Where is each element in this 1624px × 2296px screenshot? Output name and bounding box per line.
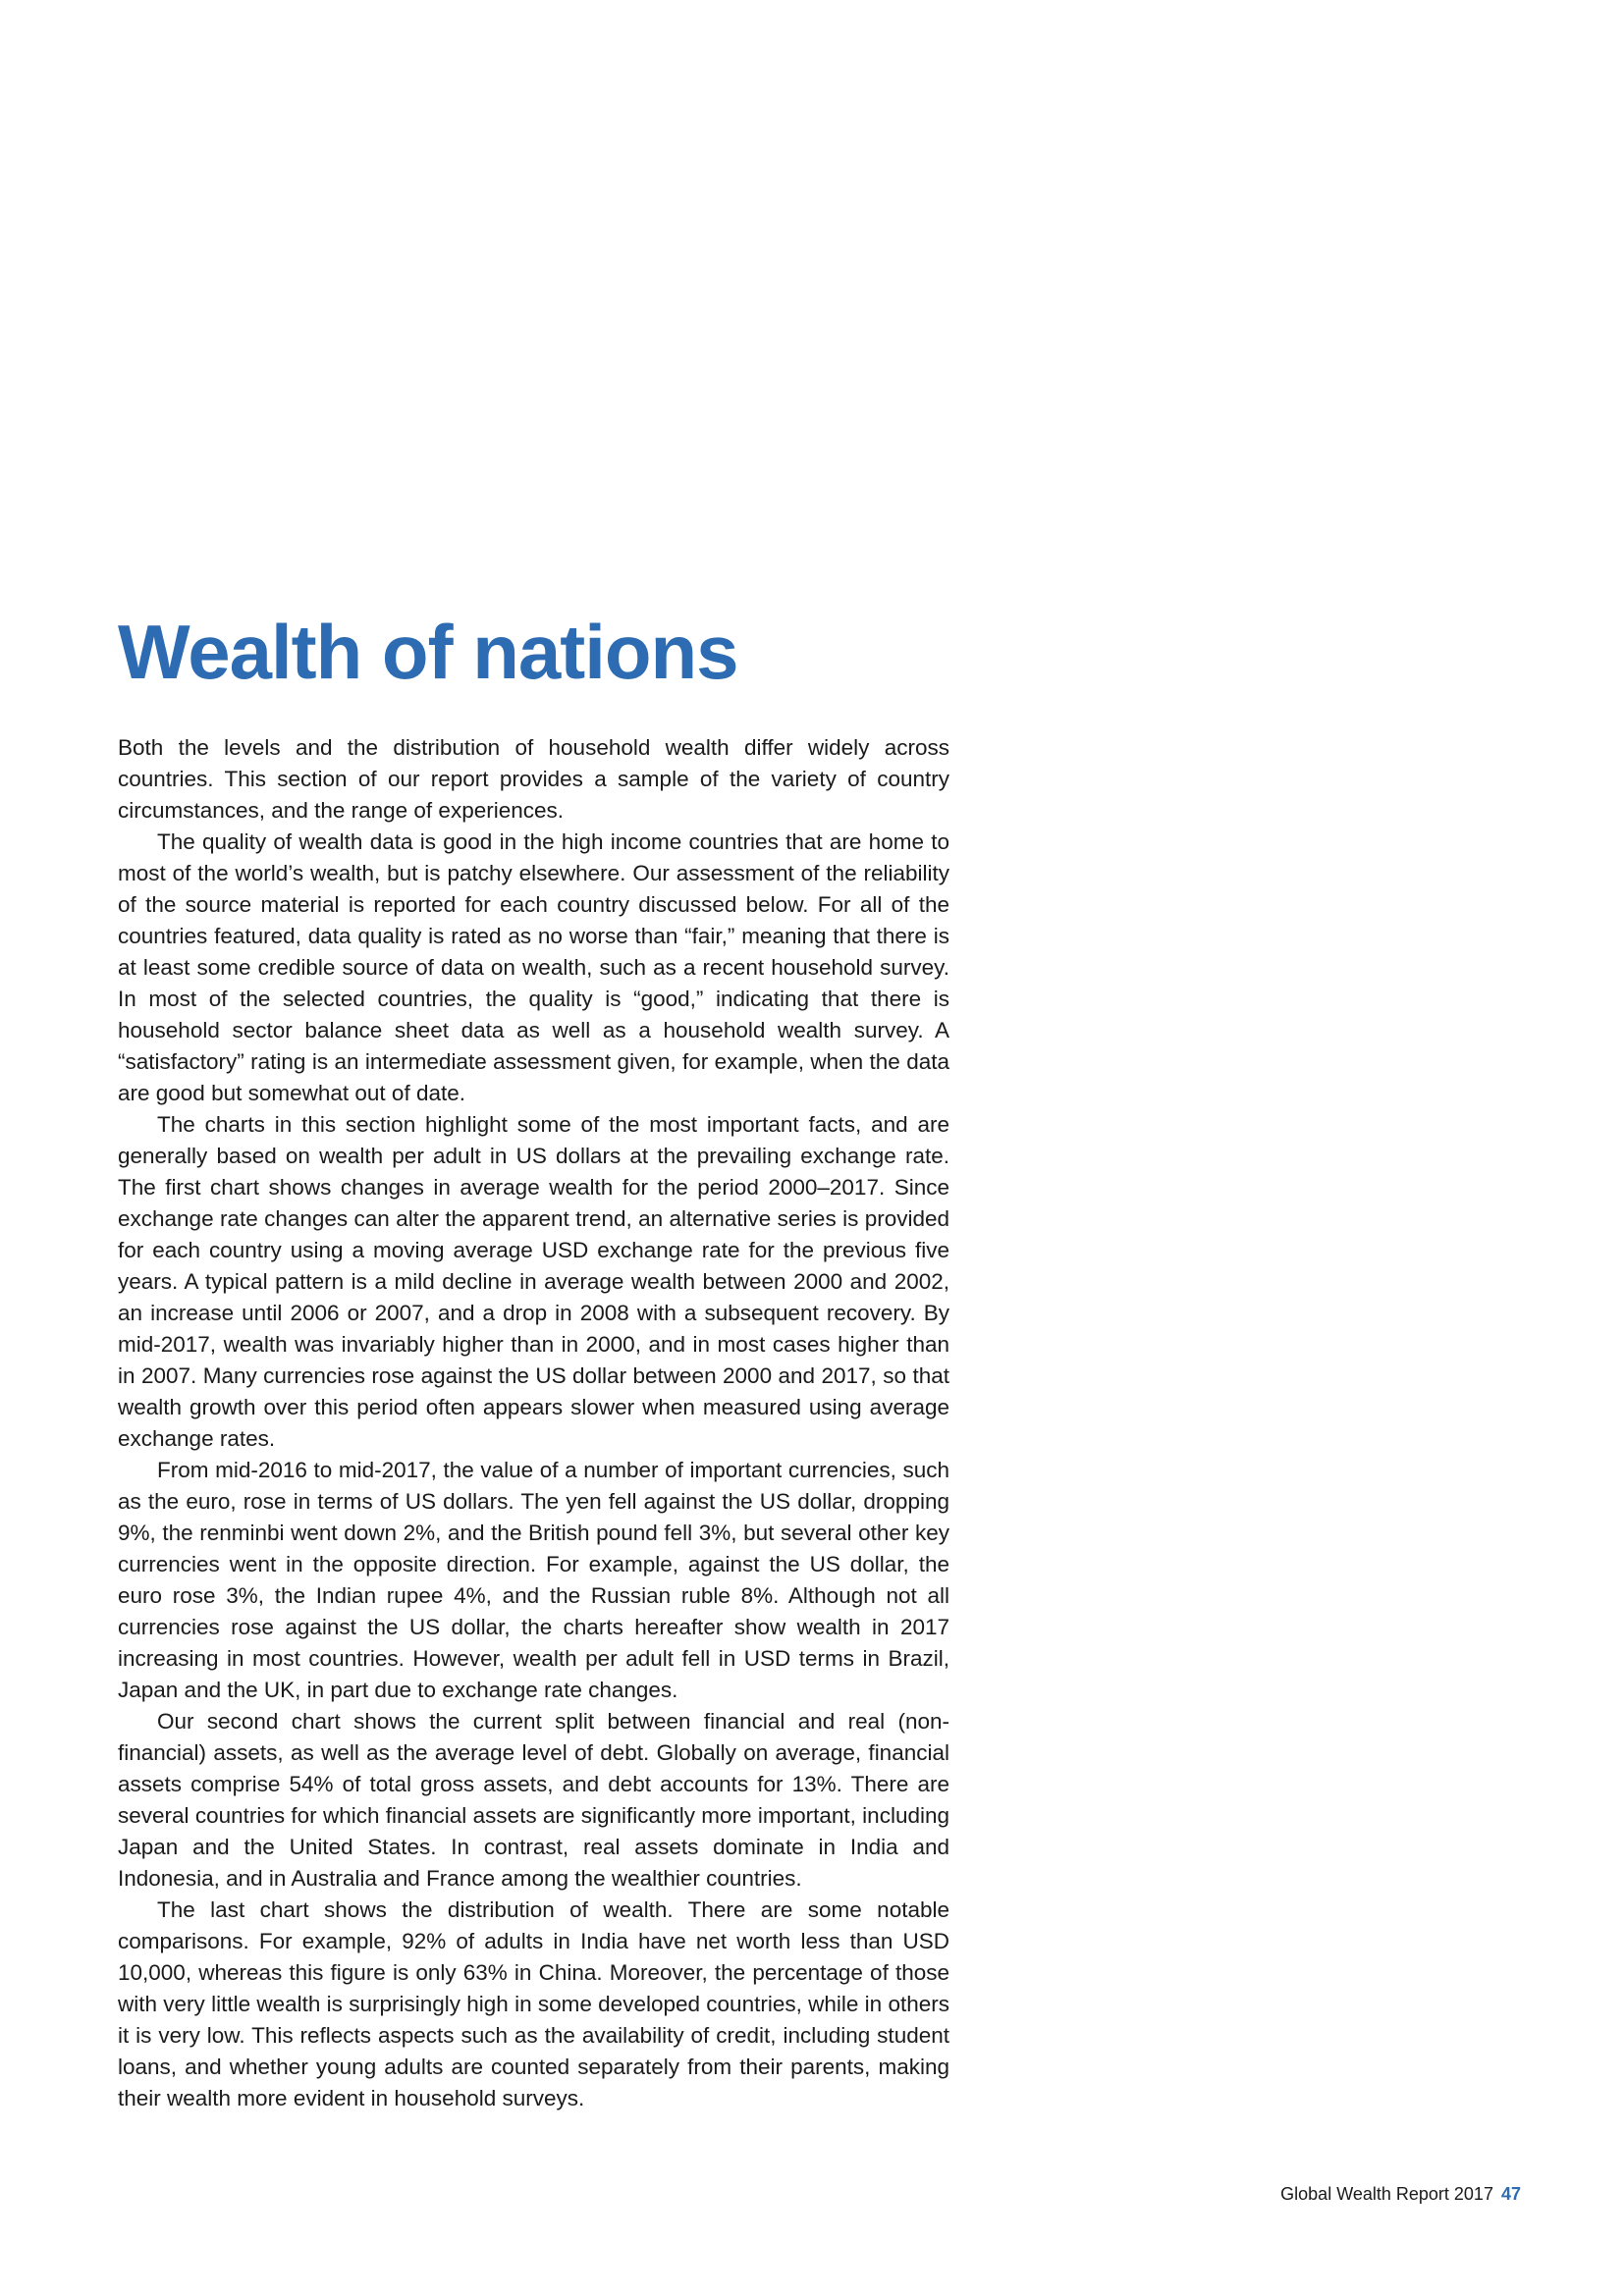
paragraph-currencies: From mid-2016 to mid-2017, the value of a number of important currencies, such as the euro, rose in terms of US dollars. The yen fell against the US dollar, dropping 9%, the renminbi went down 2%, and the British pound fell 3%, but several other key currencies went in the opposite direction. For example, against the US dollar, the euro rose 3%, the Indian rupee 4%, and the Russian ruble 8%. Although not all currencies rose against the US dollar, the charts hereafter show wealth in 2017 increasing in most countries. However, wealth per adult fell in USD terms in Brazil, Japan and the UK, in part due to exchange rate changes. <box>118 1458 949 1702</box>
paragraph-charts-overview: The charts in this section highlight some of the most important facts, and are generally based on wealth per adult in US dollars at the prevailing exchange rate. The first chart shows changes in average wealth for the period 2000–2017. Since exchange rate changes can alter the apparent trend, an alternative series is provided for each country using a moving average USD exchange rate for the previous five years. A typical pattern is a mild decline in average wealth between 2000 and 2002, an increase until 2006 or 2007, and a drop in 2008 with a subsequent recovery. By mid-2017, wealth was invariably higher than in 2000, and in most cases higher than in 2007. Many currencies rose against the US dollar between 2000 and 2017, so that wealth growth over this period often appears slower when measured using average exchange rates. <box>118 1112 949 1451</box>
paragraph-data-quality: The quality of wealth data is good in the high income countries that are home to most of the world’s wealth, but is patchy elsewhere. Our assessment of the reliability of the source material is reported for each country discussed below. For all of the countries featured, data quality is rated as no worse than “fair,” meaning that there is at least some credible source of data on wealth, such as a recent household survey. In most of the selected countries, the quality is “good,” indicating that there is household sector balance sheet data as well as a household wealth survey. A “satisfactory” rating is an intermediate assessment given, for example, when the data are good but somewhat out of date. <box>118 829 949 1105</box>
paragraph-asset-split: Our second chart shows the current split between financial and real (non-financial) assets, as well as the average level of debt. Globally on average, financial assets comprise 54% of total gross assets, and debt accounts for 13%. There are several countries for which financial assets are significantly more important, including Japan and the United States. In contrast, real assets dominate in India and Indonesia, and in Australia and France among the wealthier countries. <box>118 1709 949 1891</box>
publication-name: Global Wealth Report 2017 <box>1280 2184 1493 2204</box>
body-text <box>118 732 949 2114</box>
page-title: Wealth of nations <box>118 609 738 695</box>
page-number: 47 <box>1500 2184 1521 2204</box>
page-footer <box>1280 2182 1521 2206</box>
paragraph-distribution: The last chart shows the distribution of wealth. There are some notable comparisons. For example, 92% of adults in India have net worth less than USD 10,000, whereas this figure is only 63% in China. Moreover, the percentage of those with very little wealth is surprisingly high in some developed countries, while in others it is very low. This reflects aspects such as the availability of credit, including student loans, and whether young adults are counted separately from their parents, making their wealth more evident in household surveys. <box>118 1897 949 2110</box>
paragraph-intro: Both the levels and the distribution of household wealth differ widely across countries. This section of our report provides a sample of the variety of country circumstances, and the range of experiences. <box>118 735 949 823</box>
